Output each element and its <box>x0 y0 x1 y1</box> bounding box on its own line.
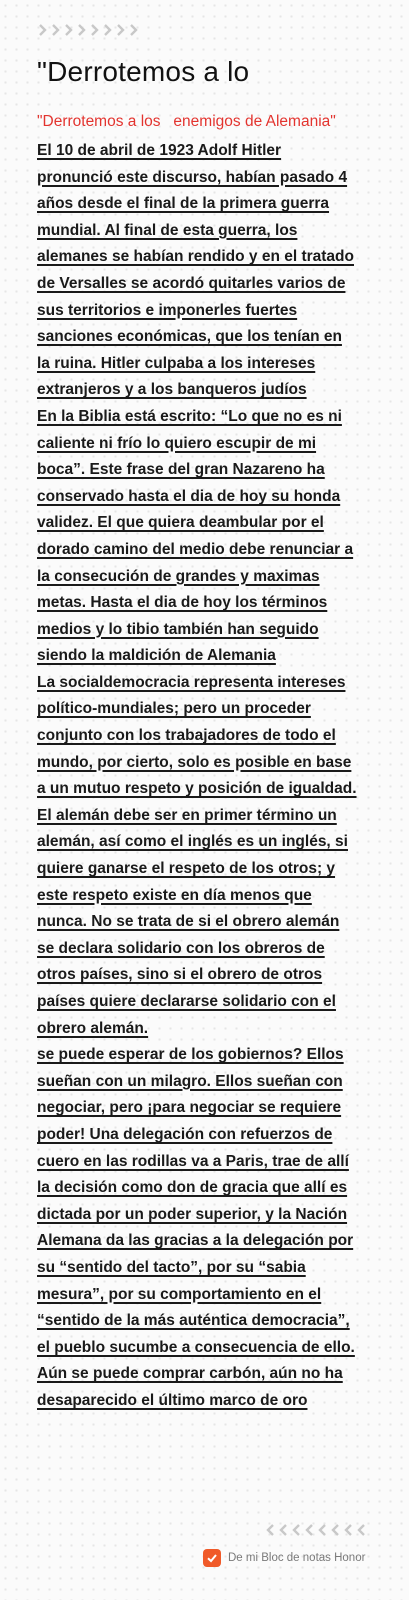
body-line: la decisión como don de gracia que allí es <box>37 1179 348 1197</box>
body-line: países quiere declararse solidario con el <box>37 993 336 1010</box>
body-line: obrero alemán. <box>37 1019 149 1037</box>
body-line: su “sentido del tacto”, por su “sabia <box>37 1258 306 1276</box>
body-line: siendo la maldición de Alemania <box>37 647 276 665</box>
body-line: validez. El que quiera deambular por el <box>37 514 324 532</box>
body-line: medios y lo tibio también han seguido <box>37 620 319 638</box>
chevron-right-icon <box>115 22 127 38</box>
chevron-left-icon <box>303 1522 315 1538</box>
source-label: De mi Bloc de notas Honor <box>228 1552 366 1564</box>
body-line: En la Biblia está escrito: “Lo que no es ni <box>37 407 342 425</box>
body-line: negociar, pero ¡para negociar se requiere <box>37 1099 342 1117</box>
body-line: “sentido de la más auténtica democracia”, <box>37 1312 350 1330</box>
body-line: desaparecido el último marco de oro <box>37 1391 308 1409</box>
body-line: la consecución de grandes y maximas <box>37 567 320 585</box>
chevron-left-icon <box>316 1522 328 1538</box>
note-subtitle: "Derrotemos a los enemigos de Alemania" <box>37 113 336 130</box>
body-line: el pueblo sucumbe a consecuencia de ello. <box>37 1338 355 1356</box>
body-line: caliente ni frío lo quiero escupir de mi <box>37 434 317 452</box>
body-line: se puede esperar de los gobiernos? Ellos <box>37 1046 344 1064</box>
body-line: de Versalles se acordó quitarles varios de <box>37 274 346 292</box>
body-line: se declara solidario con los obreros de <box>37 939 325 957</box>
body-line: metas. Hasta el dia de hoy los términos <box>37 594 328 612</box>
chevron-left-icon <box>264 1522 276 1538</box>
top-chevron-decoration <box>37 22 140 38</box>
body-line: Aún se puede comprar carbón, aún no ha <box>37 1365 343 1383</box>
check-icon <box>203 1549 221 1567</box>
body-line: mesura”, por su comportamiento en el <box>37 1285 322 1303</box>
body-line: conservado hasta el dia de hoy su honda <box>37 487 341 505</box>
body-line: boca”. Este frase del gran Nazareno ha <box>37 461 325 479</box>
body-line: pronunció este discurso, habían pasado 4 <box>37 168 348 186</box>
body-line: Alemana da las gracias a la delegación por <box>37 1232 354 1250</box>
chevron-left-icon <box>355 1522 367 1538</box>
body-line: sus territorios e imponerles fuertes <box>37 301 298 319</box>
body-line: dictada por un poder superior, y la Nación <box>37 1205 348 1223</box>
body-line: cuero en las rodillas va a Paris, trae de allí <box>37 1152 349 1170</box>
chevron-right-icon <box>89 22 101 38</box>
chevron-right-icon <box>102 22 114 38</box>
body-line: quiere ganarse el respeto de los otros; y <box>37 860 336 878</box>
body-line: dorado camino del medio debe renunciar a <box>37 540 354 558</box>
body-line: años desde el final de la primera guerra <box>37 195 330 213</box>
body-line: extranjeros y a los banqueros judíos <box>37 381 307 399</box>
chevron-right-icon <box>76 22 88 38</box>
body-line: El 10 de abril de 1923 Adolf Hitler <box>37 142 282 159</box>
body-line: a un mutuo respeto y posición de igualdad. <box>37 780 357 798</box>
chevron-right-icon <box>50 22 62 38</box>
chevron-left-icon <box>290 1522 302 1538</box>
body-line: mundo, por cierto, solo es posible en base <box>37 753 352 771</box>
chevron-left-icon <box>342 1522 354 1538</box>
body-line: político-mundiales; pero un proceder <box>37 700 311 718</box>
chevron-right-icon <box>37 22 49 38</box>
body-line: la ruina. Hitler culpaba a los intereses <box>37 354 316 372</box>
chevron-right-icon <box>128 22 140 38</box>
body-line: sanciones económicas, que los tenían en <box>37 328 342 346</box>
note-title: "Derrotemos a lo <box>37 56 250 87</box>
bottom-chevron-decoration <box>264 1522 367 1538</box>
body-line: otros países, sino si el obrero de otros <box>37 966 323 984</box>
body-line: alemanes se habían rendido y en el tratado <box>37 248 354 266</box>
chevron-left-icon <box>329 1522 341 1538</box>
body-line: sueñan con un milagro. Ellos sueñan con <box>37 1072 343 1090</box>
body-line: mundial. Al final de esta guerra, los <box>37 221 298 239</box>
chevron-left-icon <box>277 1522 289 1538</box>
body-line: nunca. No se trata de si el obrero alemán <box>37 913 340 931</box>
chevron-right-icon <box>63 22 75 38</box>
body-line: El alemán debe ser en primer término un <box>37 806 337 824</box>
body-line: poder! Una delegación con refuerzos de <box>37 1125 333 1143</box>
body-line: alemán, así como el inglés es un inglés, si <box>37 833 348 851</box>
body-line: este respeto existe en día menos que <box>37 886 312 904</box>
note-body <box>37 138 372 1415</box>
body-line: La socialdemocracia representa intereses <box>37 673 346 691</box>
note-source-footer <box>203 1549 365 1567</box>
body-line: conjunto con los trabajadores de todo el <box>37 727 336 745</box>
